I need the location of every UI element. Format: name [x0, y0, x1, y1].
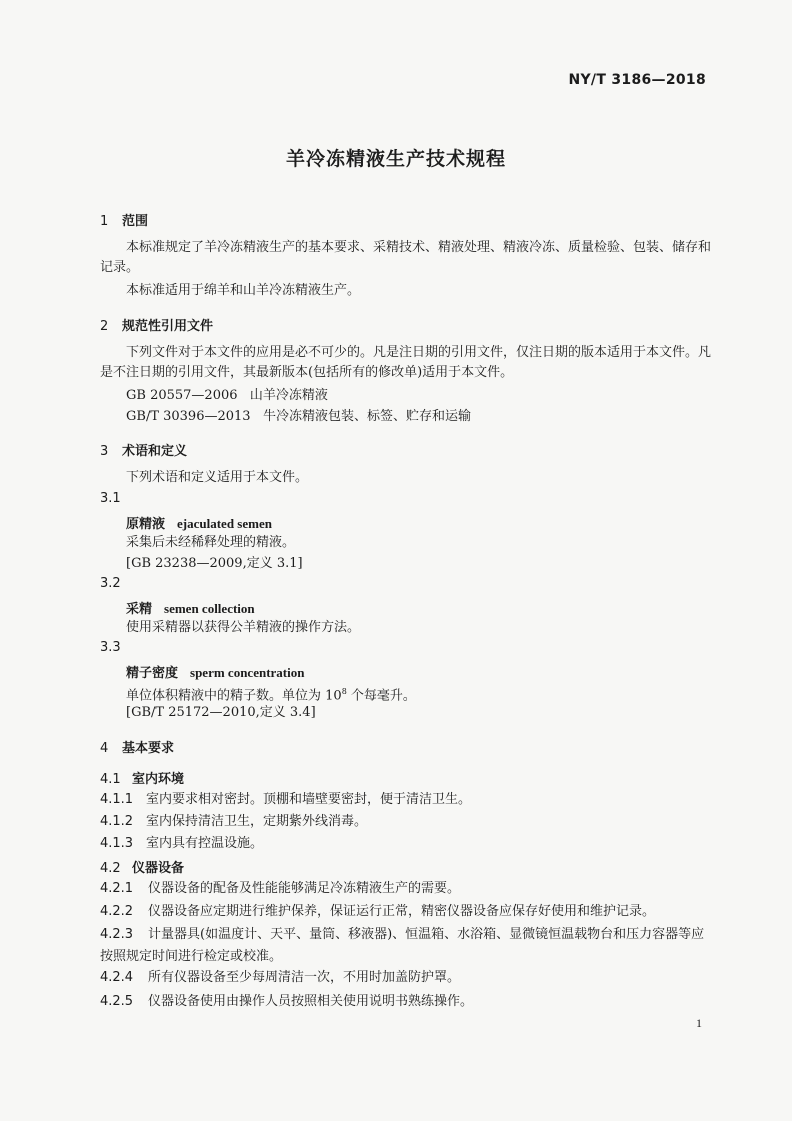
section-4-2-heading: 4.2 仪器设备: [100, 861, 185, 876]
clause-4-1-2: 4.1.2 室内保持清洁卫生，定期紫外线消毒。: [100, 814, 368, 829]
clause-4-1-3: 4.1.3 室内具有控温设施。: [100, 836, 264, 851]
section-4-1-heading: 4.1 室内环境: [100, 772, 185, 787]
clause-4-2-2: 4.2.2 仪器设备应定期进行维护保养，保证运行正常，精密仪器设备应保存好使用和维护记录。: [100, 904, 656, 919]
term-3-3-name: 精子密度 sperm concentration: [126, 665, 305, 681]
term-3-3-source: [GB/T 25172—2010,定义 3.4]: [126, 705, 316, 720]
term-3-2-name: 采精 semen collection: [126, 601, 255, 617]
clause-4-2-4: 4.2.4 所有仪器设备至少每周清洁一次，不用时加盖防护罩。: [100, 970, 461, 985]
term-3-2-definition: 使用采精器以获得公羊精液的操作方法。: [126, 620, 361, 635]
term-3-3-definition: 单位体积精液中的精子数。单位为 $10^8$ 个每毫升。: [126, 687, 416, 704]
term-3-1-source: [GB 23238—2009,定义 3.1]: [126, 556, 303, 571]
section-1-paragraph-2: 本标准适用于绵羊和山羊冷冻精液生产。: [126, 283, 361, 298]
section-3-paragraph: 下列术语和定义适用于本文件。: [126, 470, 309, 485]
reference-1: GB 20557—2006 山羊冷冻精液: [126, 388, 328, 403]
section-1-paragraph-1: 本标准规定了羊冷冻精液生产的基本要求、采精技术、精液处理、精液冷冻、质量检验、包装、储存和记录。: [100, 240, 712, 275]
section-3-heading: 3 术语和定义: [100, 444, 188, 459]
section-4-heading: 4 基本要求: [100, 741, 175, 756]
clause-4-2-3: 4.2.3 计量器具(如温度计、天平、量筒、移液器)、恒温箱、水浴箱、显微镜恒温载物台和压力容器等应按照规定时间进行检定或校准。: [100, 927, 705, 964]
clause-4-2-1: 4.2.1 仪器设备的配备及性能能够满足冷冻精液生产的需要。: [100, 881, 461, 896]
term-3-1-definition: 采集后未经稀释处理的精液。: [126, 535, 296, 550]
section-2-heading: 2 规范性引用文件: [100, 319, 214, 334]
term-3-1-number: 3.1: [100, 491, 121, 506]
document-title: 羊冷冻精液生产技术规程: [285, 148, 506, 170]
clause-4-2-5: 4.2.5 仪器设备使用由操作人员按照相关使用说明书熟练操作。: [100, 994, 474, 1009]
term-3-3-number: 3.3: [100, 640, 121, 655]
page-number: 1: [696, 1016, 702, 1030]
term-3-2-number: 3.2: [100, 576, 121, 591]
reference-2: GB/T 30396—2013 牛冷冻精液包装、标签、贮存和运输: [126, 409, 471, 424]
clause-4-1-1: 4.1.1 室内要求相对密封。顶棚和墙壁要密封，便于清洁卫生。: [100, 792, 472, 807]
standard-code: NY/T 3186—2018: [568, 72, 706, 88]
section-2-paragraph: 下列文件对于本文件的应用是必不可少的。凡是注日期的引用文件，仅注日期的版本适用于本文件。凡是不注日期的引用文件，其最新版本(包括所有的修改单)适用于本文件。: [100, 345, 712, 380]
term-3-1-name: 原精液 ejaculated semen: [126, 516, 272, 532]
section-1-heading: 1 范围: [100, 214, 149, 229]
